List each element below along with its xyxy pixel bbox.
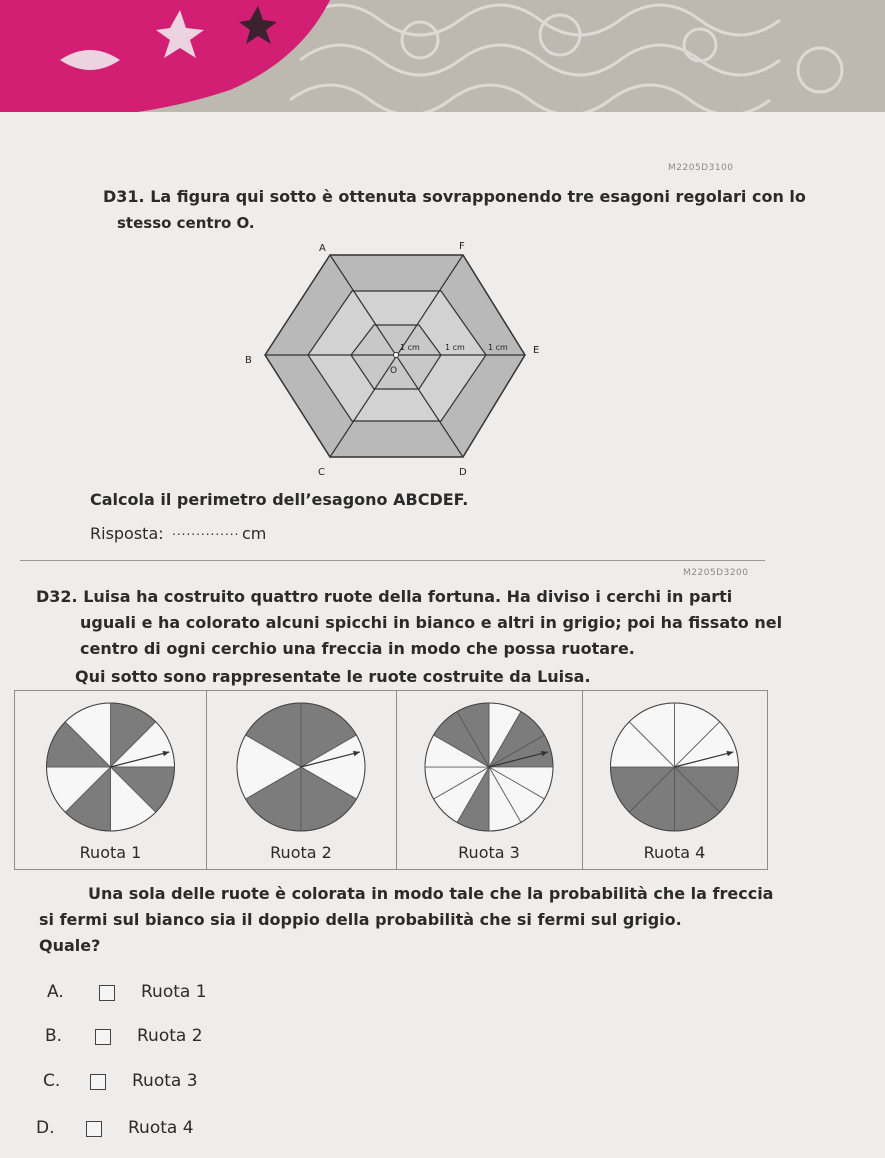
wheel-label-4: Ruota 4: [643, 843, 706, 862]
checkbox-option-d[interactable]: [86, 1121, 102, 1137]
wheel-cell-2: [206, 691, 397, 869]
option-d[interactable]: [36, 1118, 236, 1142]
option-label-b: Ruota 2: [137, 1026, 203, 1046]
dimension-label-3: 1 cm: [488, 343, 508, 352]
wheel-cell-1: [15, 691, 207, 869]
option-label-a: Ruota 1: [141, 982, 207, 1002]
option-b[interactable]: [45, 1026, 245, 1050]
wheels-table: [14, 690, 768, 870]
answer-unit: cm: [242, 524, 267, 543]
option-letter-a: A.: [47, 982, 64, 1002]
option-label-d: Ruota 4: [128, 1118, 194, 1138]
vertex-label-a: A: [319, 243, 326, 254]
option-letter-c: C.: [43, 1071, 61, 1091]
checkbox-option-a[interactable]: [99, 985, 115, 1001]
hexagon-figure: [215, 235, 555, 480]
dimension-label-2: 1 cm: [445, 343, 465, 352]
d31-question-line1: D31. La figura qui sotto è ottenuta sovrapponendo tre esagoni regolari con lo: [103, 187, 806, 206]
answer-input[interactable]: ..............: [172, 524, 240, 538]
option-letter-d: D.: [36, 1118, 55, 1138]
dimension-label-1: 1 cm: [400, 343, 420, 352]
d31-instruction: Calcola il perimetro dell’esagono ABCDEF.: [90, 490, 469, 509]
checkbox-option-b[interactable]: [95, 1029, 111, 1045]
vertex-label-b: B: [245, 355, 252, 366]
vertex-label-e: E: [533, 345, 540, 356]
center-label-o: O: [390, 366, 398, 376]
wheel-label-3: Ruota 3: [458, 843, 520, 862]
vertex-label-d: D: [459, 467, 467, 478]
d32-intro: Qui sotto sono rappresentate le ruote costruite da Luisa.: [75, 667, 591, 686]
option-c[interactable]: [43, 1071, 243, 1095]
vertex-label-c: C: [318, 467, 325, 478]
wheel-label-1: Ruota 1: [79, 843, 142, 862]
wheel-cell-4: [582, 691, 767, 869]
section-divider: [20, 560, 765, 561]
wheel-cell-3: [396, 691, 583, 869]
vertex-label-f: F: [459, 241, 465, 252]
d32-para-line3: centro di ogni cerchio una freccia in modo che possa ruotare.: [80, 639, 635, 658]
item-code-d32: M2205D3200: [683, 568, 749, 578]
option-label-c: Ruota 3: [132, 1071, 198, 1091]
d32-follow-line1: Una sola delle ruote è colorata in modo tale che la probabilità che la freccia: [88, 884, 774, 903]
wheel-3: [396, 695, 582, 843]
d31-question-line2: stesso centro O.: [117, 214, 255, 232]
d32-follow-line2: si fermi sul bianco sia il doppio della probabilità che si fermi sul grigio.: [39, 910, 682, 929]
wheel-label-2: Ruota 2: [270, 843, 332, 862]
d32-para-line1: D32. Luisa ha costruito quattro ruote della fortuna. Ha diviso i cerchi in parti: [36, 587, 733, 606]
wheel-1: [15, 695, 206, 843]
checkbox-option-c[interactable]: [90, 1074, 106, 1090]
d32-follow-line3: Quale?: [39, 936, 101, 955]
option-a[interactable]: [47, 982, 247, 1006]
d32-para-line2: uguali e ha colorato alcuni spicchi in bianco e altri in grigio; poi ha fissato nel: [80, 613, 783, 632]
item-code-d31: M2205D3100: [668, 163, 734, 173]
answer-label: Risposta:: [90, 524, 164, 543]
wheel-4: [582, 695, 767, 843]
option-letter-b: B.: [45, 1026, 63, 1046]
wheel-2: [206, 695, 396, 843]
